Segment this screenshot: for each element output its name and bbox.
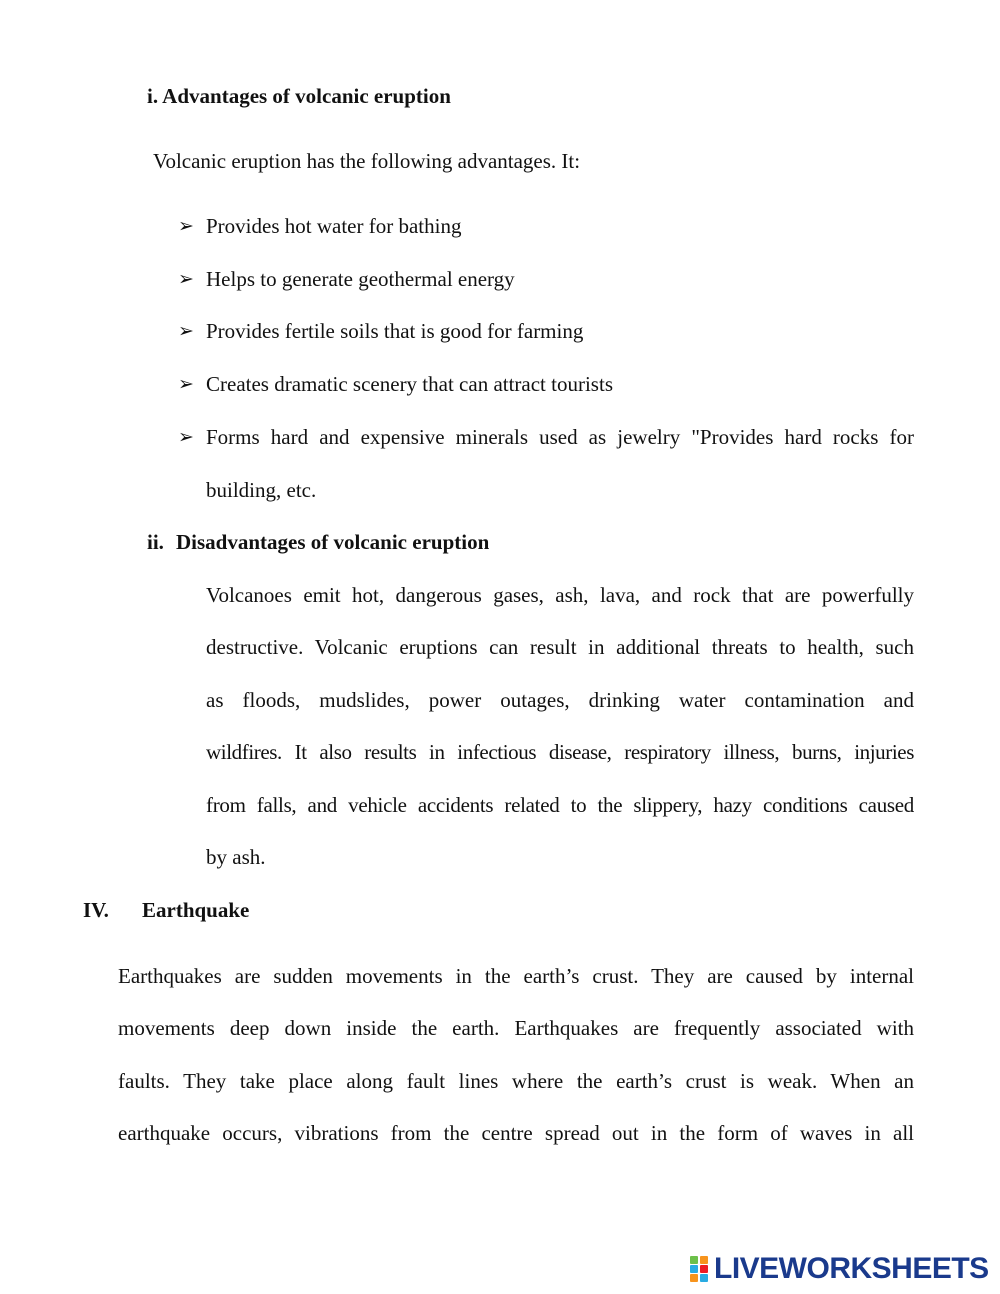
arrow-bullet-icon: ➢ [178,374,194,395]
advantage-item: Provides hot water for bathing [206,214,462,238]
liveworksheets-logo-icon [690,1256,710,1282]
disadvantages-paragraph-line: as floods, mudslides, power outages, drinking water contamination and [206,688,914,712]
arrow-bullet-icon: ➢ [178,269,194,290]
earthquake-paragraph-line: Earthquakes are sudden movements in the earth’s crust. They are caused by internal [118,964,914,988]
advantage-item: Provides fertile soils that is good for farming [206,319,584,343]
earthquake-paragraph-line: movements deep down inside the earth. Earthquakes are frequently associated with [118,1016,914,1040]
disadvantages-paragraph-line: wildfires. It also results in infectious disease, respiratory illness, burns, injuries [206,740,914,764]
advantage-item: Helps to generate geothermal energy [206,267,515,291]
advantages-intro: Volcanic eruption has the following advantages. It: [153,149,581,173]
earthquake-paragraph-line: faults. They take place along fault lines where the earth’s crust is weak. When an [118,1069,914,1093]
arrow-bullet-icon: ➢ [178,216,194,237]
liveworksheets-logo-text: LIVEWORKSHEETS [714,1252,989,1285]
disadvantages-paragraph-line: from falls, and vehicle accidents related to the slippery, hazy conditions caused [206,793,914,817]
section-heading-earthquake-number: IV. [83,898,109,922]
advantage-item-continued: building, etc. [206,478,317,502]
arrow-bullet-icon: ➢ [178,321,194,342]
disadvantages-paragraph-line: destructive. Volcanic eruptions can result in additional threats to health, such [206,635,914,659]
disadvantages-paragraph-line: Volcanoes emit hot, dangerous gases, ash, lava, and rock that are powerfully [206,583,914,607]
liveworksheets-watermark [690,1252,989,1286]
arrow-bullet-icon: ➢ [178,427,194,448]
earthquake-paragraph-line: earthquake occurs, vibrations from the centre spread out in the form of waves in all [118,1121,914,1145]
disadvantages-paragraph-line: by ash. [206,845,266,869]
advantage-item: Creates dramatic scenery that can attract tourists [206,372,613,396]
section-heading-disadvantages: Disadvantages of volcanic eruption [176,530,490,554]
advantage-item: Forms hard and expensive minerals used as jewelry "Provides hard rocks for [206,425,914,449]
section-heading-disadvantages-number: ii. [147,530,164,554]
section-heading-earthquake: Earthquake [142,898,250,922]
section-heading-advantages: i. Advantages of volcanic eruption [147,84,451,108]
